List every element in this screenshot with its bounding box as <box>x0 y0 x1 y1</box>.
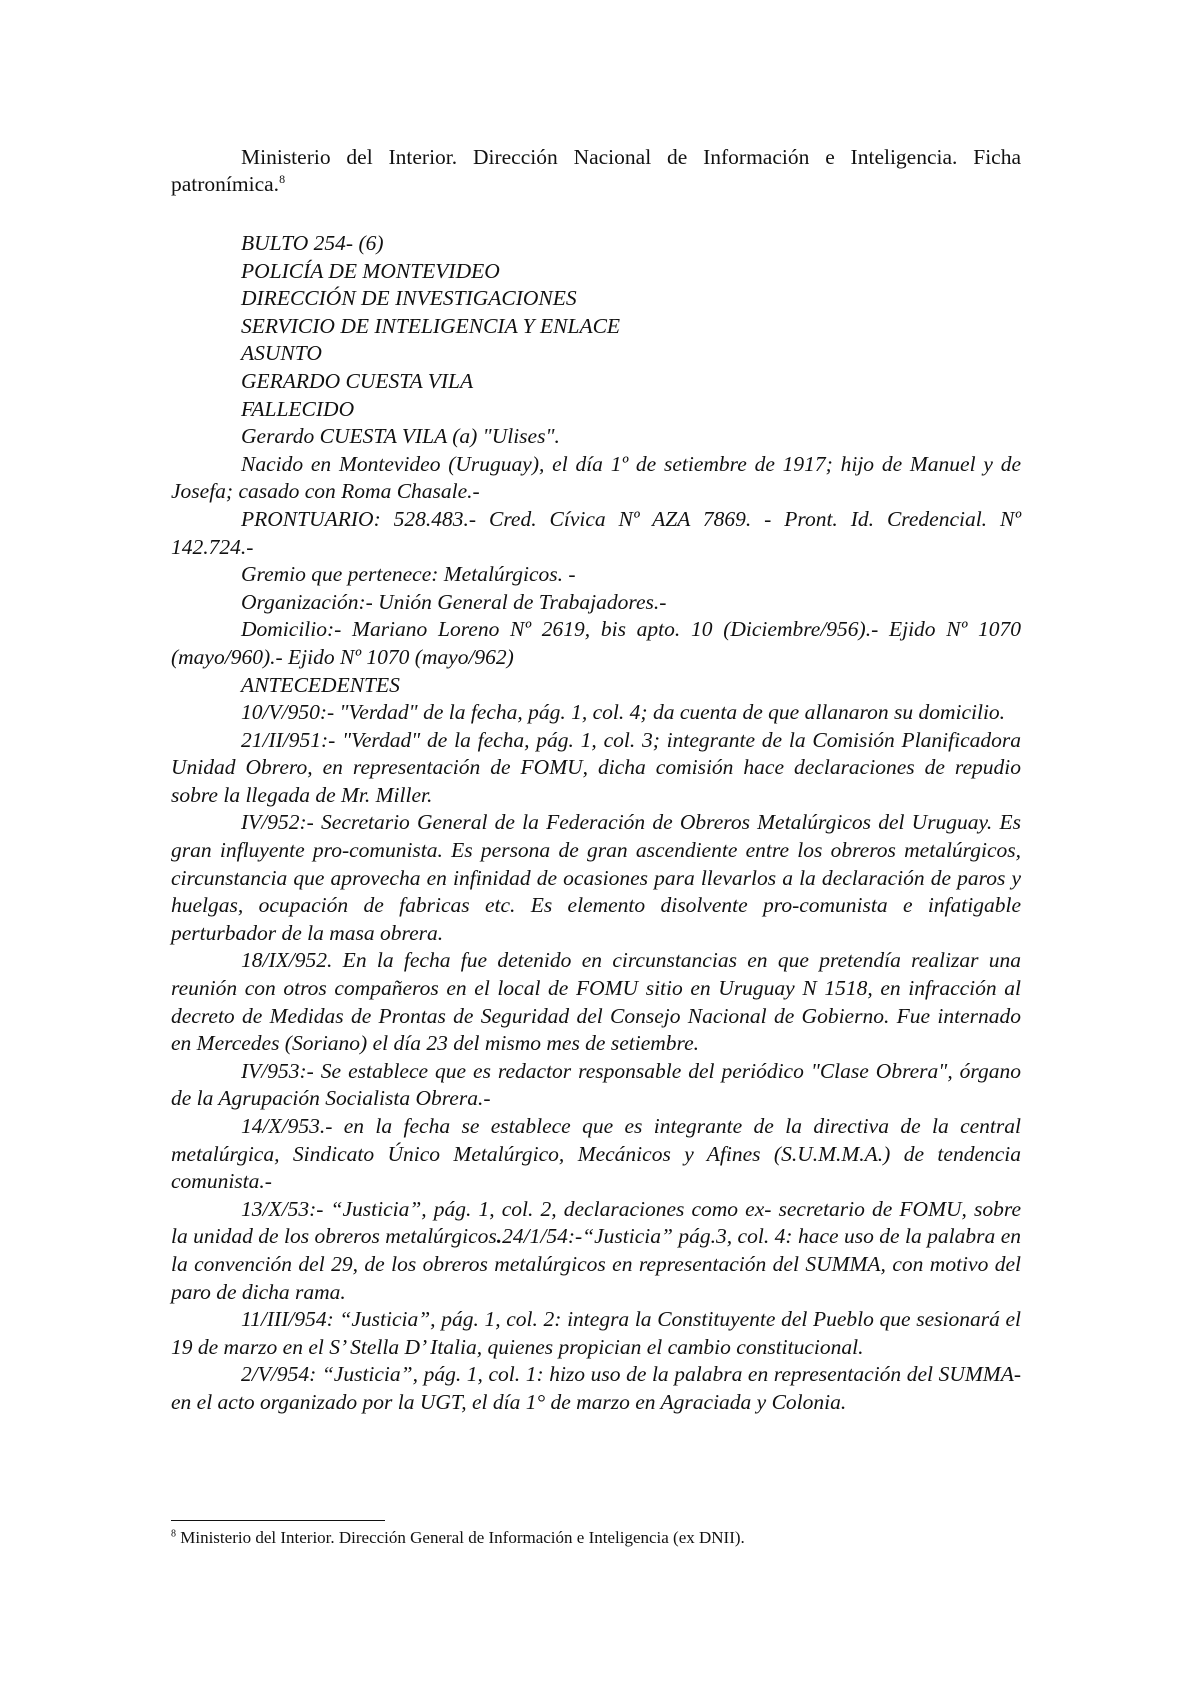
record-heading-bulto: BULTO 254- (6) <box>241 231 384 255</box>
antecedente-entry: IV/953:- Se establece que es redactor responsable del periódico "Clase Obrera", órgano de la Agrupación Socialista Obrera.- <box>171 1058 1021 1111</box>
footnote <box>171 1527 1021 1549</box>
record-birth: Nacido en Montevideo (Uruguay), el día 1º de setiembre de 1917; hijo de Manuel y de Josefa; casado con Roma Chasale.- <box>171 451 1021 504</box>
antecedente-entry: 14/X/953.- en la fecha se establece que es integrante de la directiva de la central metalúrgica, Sindicato Único Metalúrgico, Mecánicos y Afines (S.U.M.M.A.) de tendencia comunista.- <box>171 1114 1021 1194</box>
record-organizacion: Organización:- Unión General de Trabajadores.- <box>241 589 667 614</box>
footnote-number: 8 <box>171 1528 176 1540</box>
record-subject-alias: Gerardo CUESTA VILA (a) "Ulises". <box>241 424 560 449</box>
justicia-54-text: 24/1/54:-“Justicia” pág.3, col. 4: hace uso de la palabra en la convención del 29, de los obreros metalúrgicos en representación del SUMMA, con motivo del paro de dicha rama. <box>171 1224 1021 1304</box>
intro-paragraph <box>171 144 1021 198</box>
record-heading-asunto: ASUNTO <box>241 341 322 366</box>
antecedente-entry: 18/IX/952. En la fecha fue detenido en circunstancias en que pretendía realizar una reunión con otros compañeros en el local de FOMU sitio en Uruguay N 1518, en infracción al decreto de Medidas de Prontas de Seguridad del Consejo Nacional de Gobierno. Fue internado en Mercedes (Soriano) el día 23 del mismo mes de setiembre. <box>171 948 1021 1056</box>
footnote-text: Ministerio del Interior. Dirección General de Información e Inteligencia (ex DNII). <box>176 1528 745 1547</box>
footnote-separator <box>171 1520 385 1521</box>
intro-text: Ministerio del Interior. Dirección Nacional de Información e Inteligencia. Ficha patronímica. <box>171 145 1021 196</box>
antecedente-entry-justicia-53 <box>171 1196 1021 1306</box>
antecedentes-heading: ANTECEDENTES <box>241 672 400 697</box>
antecedente-entry: IV/952:- Secretario General de la Federación de Obreros Metalúrgicos del Uruguay. Es gran influyente pro-comunista. Es persona de gran ascendiente entre los obreros metalúrgicos, circunstancia que aprovecha en infinidad de ocasiones para llevarlos a la declaración de paros y huelgas, ocupación de fabricas etc. Es elemento disolvente pro-comunista e infatigable perturbador de la masa obrera. <box>171 810 1021 945</box>
record-heading-policia: POLICÍA DE MONTEVIDEO <box>241 258 500 283</box>
justicia-53-text: 13/X/53:- “Justicia”, pág. 1, col. 2, declaraciones como ex- secretario de FOMU, sobre la unidad de los obreros metalúrgicos <box>171 1196 1021 1249</box>
footnote-reference[interactable]: 8 <box>279 171 286 186</box>
document-page <box>171 144 1021 1417</box>
police-record <box>171 230 1021 1417</box>
record-heading-direccion: DIRECCIÓN DE INVESTIGACIONES <box>241 286 577 311</box>
justicia-53-bold-dot: . <box>496 1224 503 1249</box>
antecedente-entry: 21/II/951:- "Verdad" de la fecha, pág. 1, col. 3; integrante de la Comisión Planificadora Unidad Obrero, en representación de FOMU, dicha comisión hace declaraciones de repudio sobre la llegada de Mr. Miller. <box>171 727 1021 807</box>
record-heading-servicio: SERVICIO DE INTELIGENCIA Y ENLACE <box>241 313 621 338</box>
record-heading-name: GERARDO CUESTA VILA <box>241 368 474 393</box>
record-gremio: Gremio que pertenece: Metalúrgicos. - <box>241 562 576 587</box>
record-prontuario: PRONTUARIO: 528.483.- Cred. Cívica Nº AZA 7869. - Pront. Id. Credencial. Nº 142.724.- <box>171 506 1021 559</box>
antecedente-entry: 11/III/954: “Justicia”, pág. 1, col. 2: integra la Constituyente del Pueblo que sesionará el 19 de marzo en el S’ Stella D’ Italia, quienes propician el cambio constitucional. <box>171 1307 1021 1359</box>
antecedente-entry: 10/V/950:- "Verdad" de la fecha, pág. 1, col. 4; da cuenta de que allanaron su domicilio. <box>241 700 1006 725</box>
antecedente-entry: 2/V/954: “Justicia”, pág. 1, col. 1: hizo uso de la palabra en representación del SUMMA- en el acto organizado por la UGT, el día 1° de marzo en Agraciada y Colonia. <box>171 1362 1021 1414</box>
record-domicilio: Domicilio:- Mariano Loreno Nº 2619, bis apto. 10 (Diciembre/956).- Ejido Nº 1070 (mayo/960).- Ejido Nº 1070 (mayo/962) <box>171 617 1021 669</box>
record-heading-fallecido: FALLECIDO <box>241 396 355 421</box>
